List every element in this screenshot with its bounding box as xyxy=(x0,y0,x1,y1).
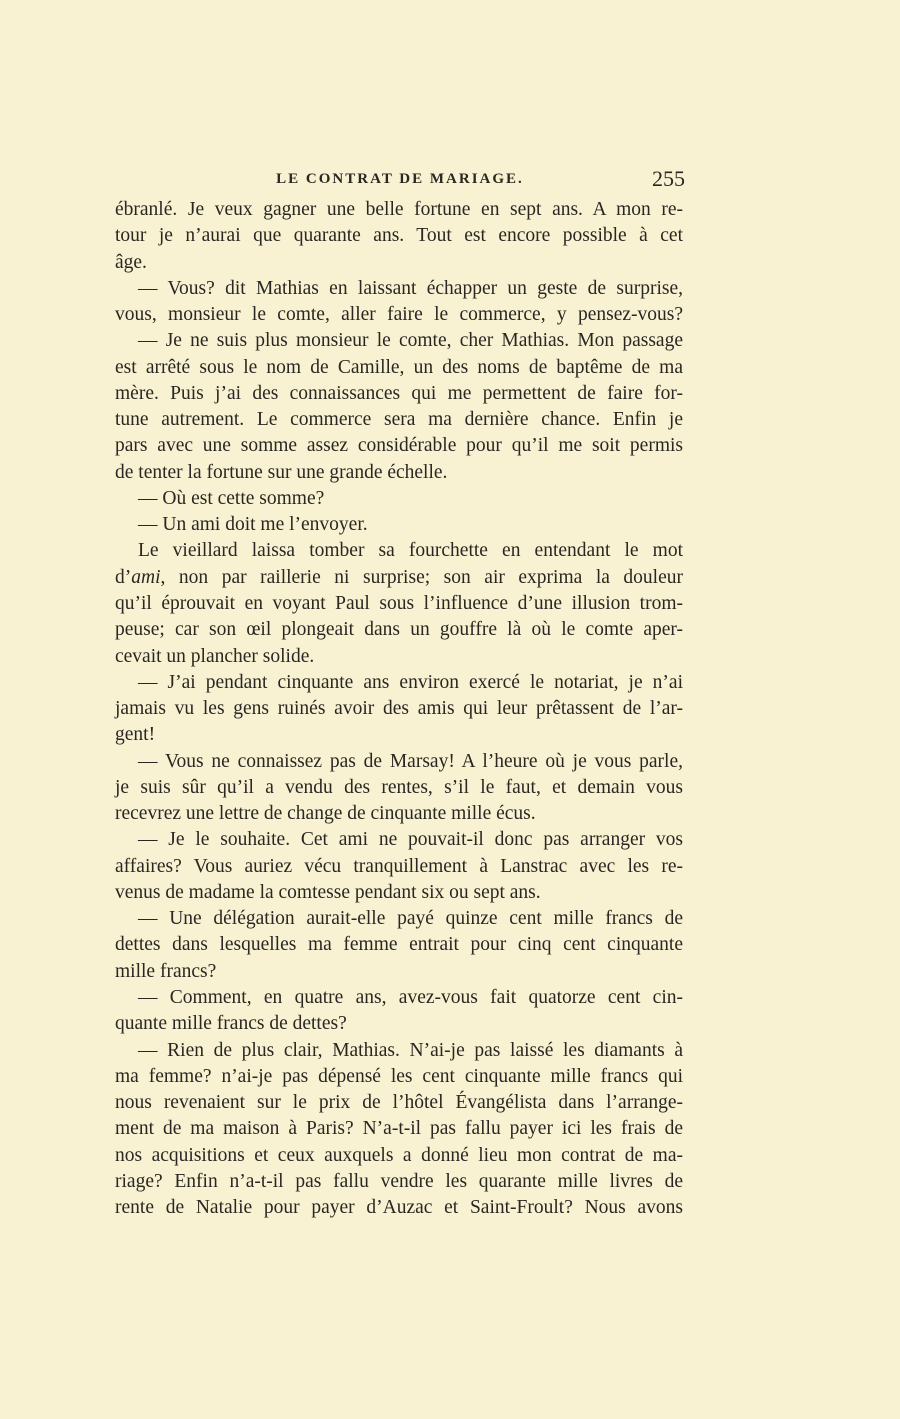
text-line: — Rien de plus clair, Mathias. N’ai-je pas laissé les diamants à xyxy=(138,1039,683,1061)
text-line: nos acquisitions et ceux auxquels a donné lieu mon contrat de ma- xyxy=(115,1144,683,1166)
text-line: tour je n’aurai que quarante ans. Tout est encore possible à cet xyxy=(115,225,683,247)
text-line: — Je ne suis plus monsieur le comte, cher Mathias. Mon passage xyxy=(138,330,683,352)
text-line: d’ami, non par raillerie ni surprise; son air exprima la douleur xyxy=(115,566,683,588)
text-line: jamais vu les gens ruinés avoir des amis qui leur prêtassent de l’ar- xyxy=(115,698,683,720)
text-line: âge. xyxy=(115,251,147,273)
text-line: tune autrement. Le commerce sera ma dernière chance. Enfin je xyxy=(115,409,683,431)
text-line: je suis sûr qu’il a vendu des rentes, s’il le faut, et demain vous xyxy=(115,776,683,798)
text-line: affaires? Vous auriez vécu tranquillement à Lanstrac avec les re- xyxy=(115,855,683,877)
text-line: pars avec une somme assez considérable pour qu’il me soit permis xyxy=(115,435,683,457)
text-line: rente de Natalie pour payer d’Auzac et Saint-Froult? Nous avons xyxy=(115,1197,683,1219)
text-line: peuse; car son œil plongeait dans un gouffre là où le comte aper- xyxy=(115,619,683,641)
text-line: nous revenaient sur le prix de l’hôtel Évangélista dans l’arrange- xyxy=(115,1092,683,1114)
text-line: — Une délégation aurait-elle payé quinze cent mille francs de xyxy=(138,908,683,930)
italic-word: ami xyxy=(131,566,161,588)
text-line: venus de madame la comtesse pendant six ou sept ans. xyxy=(115,881,541,903)
text-line: — Un ami doit me l’envoyer. xyxy=(138,514,368,536)
text-line: gent! xyxy=(115,724,156,746)
text-line: quante mille francs de dettes? xyxy=(115,1013,347,1035)
text-line: mère. Puis j’ai des connaissances qui me permettent de faire for- xyxy=(115,382,683,404)
page-number: 255 xyxy=(652,166,685,191)
text-line: riage? Enfin n’a-t-il pas fallu vendre les quarante mille livres de xyxy=(115,1170,683,1192)
text-line: vous, monsieur le comte, aller faire le commerce, y pensez-vous? xyxy=(115,304,683,326)
page-body-text xyxy=(115,197,683,1221)
text-line: qu’il éprouvait en voyant Paul sous l’influence d’une illusion trom- xyxy=(115,592,683,614)
text-line: — Vous? dit Mathias en laissant échapper un geste de surprise, xyxy=(138,277,683,299)
text-line: — Je le souhaite. Cet ami ne pouvait-il donc pas arranger vos xyxy=(138,829,683,851)
text-line: de tenter la fortune sur une grande échelle. xyxy=(115,461,448,483)
text-line: Le vieillard laissa tomber sa fourchette en entendant le mot xyxy=(138,540,683,562)
text-line: — Vous ne connaissez pas de Marsay! A l’heure où je vous parle, xyxy=(138,750,683,772)
text-line: ma femme? n’ai-je pas dépensé les cent cinquante mille francs qui xyxy=(115,1065,683,1087)
text-line: cevait un plancher solide. xyxy=(115,645,315,667)
text-line: recevrez une lettre de change de cinquante mille écus. xyxy=(115,803,536,825)
running-title: LE CONTRAT DE MARIAGE. xyxy=(276,171,524,187)
text-line: ment de ma maison à Paris? N’a-t-il pas fallu payer ici les frais de xyxy=(115,1118,683,1140)
text-line: — J’ai pendant cinquante ans environ exercé le notariat, je n’ai xyxy=(138,671,683,693)
text-line: dettes dans lesquelles ma femme entrait pour cinq cent cinquante xyxy=(115,934,683,956)
text-line: — Où est cette somme? xyxy=(138,487,325,509)
page-header xyxy=(115,166,685,192)
text-line: est arrêté sous le nom de Camille, un des noms de baptême de ma xyxy=(115,356,683,378)
text-line: — Comment, en quatre ans, avez-vous fait quatorze cent cin- xyxy=(138,986,683,1008)
text-line: mille francs? xyxy=(115,960,217,982)
text-line: ébranlé. Je veux gagner une belle fortune en sept ans. A mon re- xyxy=(115,199,683,220)
